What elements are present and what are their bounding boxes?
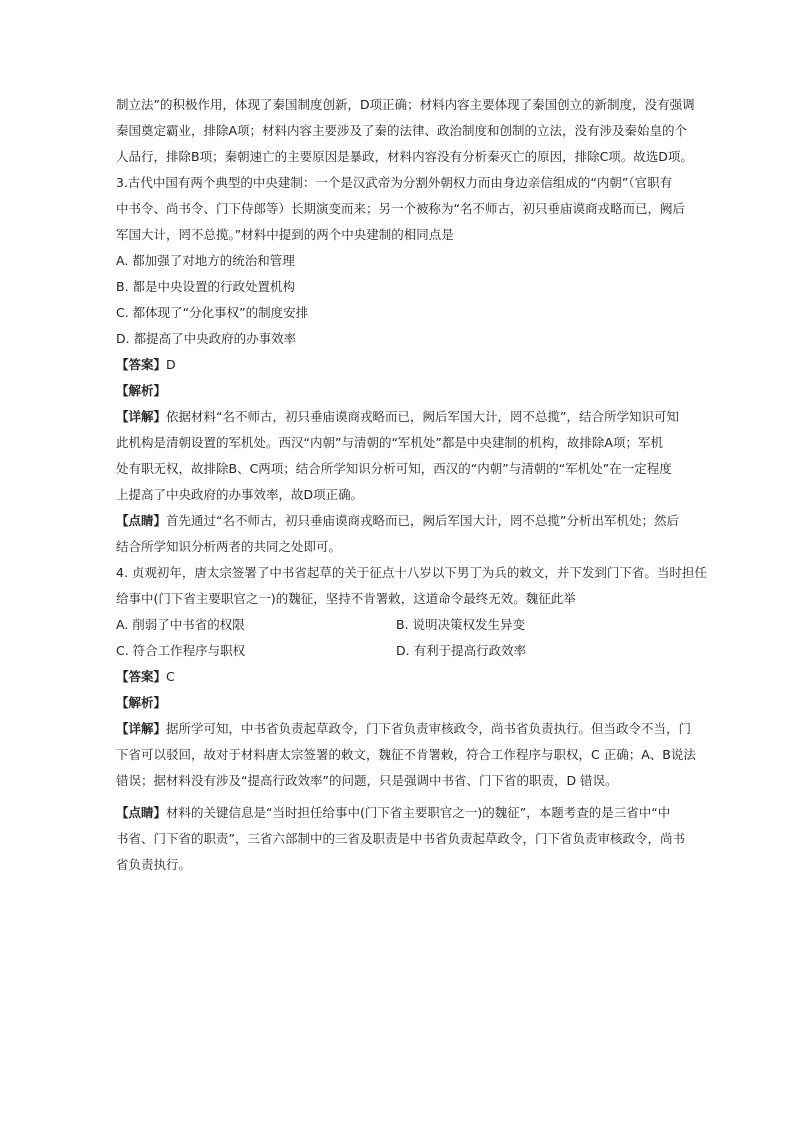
detail-text: 依据材料“名不师古，初只垂庙谟商戎略而已，阙后军国大计，罔不总揽”，结合所学知识可知 [166, 409, 679, 424]
detail-line: 下省可以驳回，故对于材料唐太宗签署的敕文，魏征不肯署敕，符合工作程序与职权，C 正确；A、B说法 [116, 747, 696, 762]
detail-line [116, 716, 692, 742]
question-3 [116, 170, 686, 560]
option-a: A. 削弱了中书省的权限 [116, 617, 245, 632]
answer-line [116, 664, 686, 690]
point-line: 省负责执行。 [116, 857, 192, 872]
question-4 [116, 560, 707, 878]
option-c: C. 符合工作程序与职权 [116, 643, 246, 658]
question-stem-line: 4. 贞观初年，唐太宗签署了中书省起草的关于征点十八岁以下男丁为兵的敕文，并下发到门下省。当时担任 [116, 565, 707, 580]
analysis-tag: 【解析】 [116, 383, 167, 398]
point-line: 书省、门下省的职责”，三省六部制中的三省及职责是中书省负责起草政令，门下省负责审核政令，尚书 [116, 831, 685, 846]
option-row [116, 638, 686, 664]
question-stem-line: 给事中(门下省主要职官之一)的魏征，坚持不肯署敕，这道命令最终无效。魏征此举 [116, 591, 576, 606]
detail-text: 据所学可知，中书省负责起草政令，门下省负责审核政令，尚书省负责执行。但当政令不当，门 [166, 721, 692, 736]
detail-line: 处有职无权，故排除B、C两项；结合所学知识分析可知，西汉的“内朝”与清朝的“军机处”在一定程度 [116, 461, 672, 476]
point-text: 材料的关键信息是“当时担任给事中(门下省主要职官之一)的魏征”，本题考查的是三省中“中 [166, 805, 671, 820]
analysis-heading [116, 378, 686, 404]
option-b: B. 都是中央设置的行政处置机构 [116, 279, 296, 294]
point-tag: 【点睛】 [116, 805, 167, 820]
text-line: 人品行，排除B项；秦朝速亡的主要原因是暴政，材料内容没有分析秦灭亡的原因，排除C项。故选D项。 [116, 149, 693, 164]
detail-line [116, 404, 686, 430]
option-b: B. 说明决策权发生异变 [396, 617, 526, 632]
point-text: 首先通过“名不师古，初只垂庙谟商戎略而已，阙后军国大计，罔不总揽”分析出军机处；然后 [166, 513, 679, 528]
option-d: D. 有利于提高行政效率 [396, 643, 527, 658]
point-line [116, 508, 686, 534]
detail-line: 上提高了中央政府的办事效率，故D项正确。 [116, 487, 364, 502]
text-line: 秦国奠定霸业，排除A项；材料内容主要涉及了秦的法律、政治制度和创制的立法，没有涉及秦始皇的个 [116, 123, 688, 138]
question-stem-line: 3.古代中国有两个典型的中央建制：一个是汉武帝为分割外朝权力而由身边亲信组成的“内朝”（官职有 [116, 175, 673, 190]
document-page [116, 92, 707, 878]
question-stem-line: 中书令、尚书令、门下侍郎等）长期演变而来；另一个被称为“名不师古，初只垂庙谟商戎略而已，阙后 [116, 201, 685, 216]
detail-line: 错误；据材料没有涉及“提高行政效率”的问题，只是强调中书省、门下省的职责，D 错误。 [116, 773, 618, 788]
option-a: A. 都加强了对地方的统治和管理 [116, 253, 295, 268]
answer-line [116, 352, 686, 378]
question-stem-line: 军国大计，罔不总揽。”材料中提到的两个中央建制的相同点是 [116, 227, 454, 242]
answer-value: C [166, 669, 175, 684]
analysis-heading [116, 690, 686, 716]
analysis-tag: 【解析】 [116, 695, 167, 710]
answer-tag: 【答案】 [116, 357, 167, 372]
text-line: 制立法”的积极作用，体现了秦国制度创新，D项正确；材料内容主要体现了秦国创立的新制度，没有强调 [116, 97, 695, 112]
q2-analysis-tail [116, 92, 695, 170]
answer-value: D [166, 357, 176, 372]
point-tag: 【点睛】 [116, 513, 167, 528]
option-d: D. 都提高了中央政府的办事效率 [116, 331, 297, 346]
answer-tag: 【答案】 [116, 669, 167, 684]
point-line: 结合所学知识分析两者的共同之处即可。 [116, 539, 342, 554]
detail-tag: 【详解】 [116, 721, 167, 736]
point-line [116, 800, 686, 826]
detail-tag: 【详解】 [116, 409, 167, 424]
detail-line: 此机构是清朝设置的军机处。西汉“内朝”与清朝的“军机处”都是中央建制的机构，故排除A项；军机 [116, 435, 663, 450]
option-c: C. 都体现了“分化事权”的制度安排 [116, 305, 309, 320]
option-row [116, 612, 686, 638]
